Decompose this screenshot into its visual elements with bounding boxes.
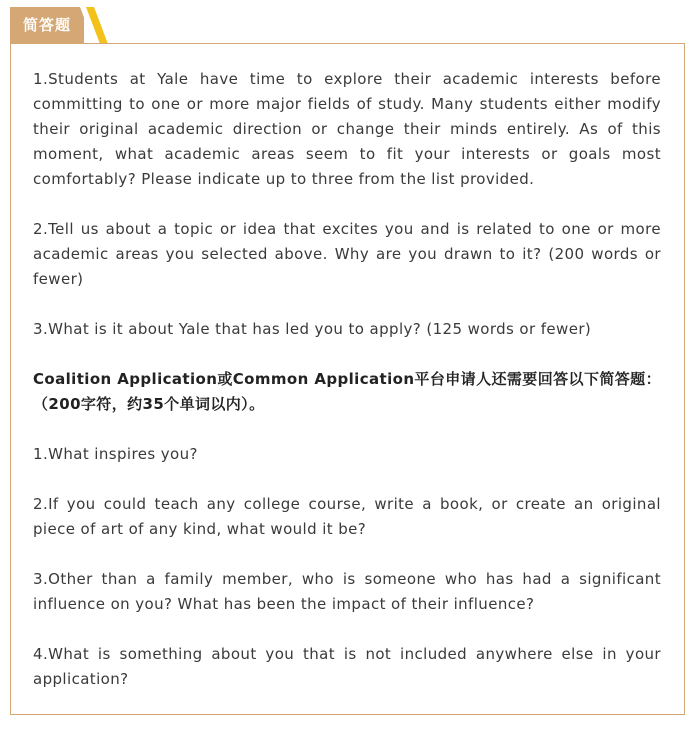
question-short-2: 2.If you could teach any college course, write a book, or create an original piece of art of any kind, what would it be? (33, 495, 661, 538)
section-title-tab (10, 7, 84, 44)
section-title: 简答题 (22, 16, 71, 34)
coalition-common-note: Coalition Application或Common Application平台申请人还需要回答以下简答题：（200字符，约35个单词以内）。 (33, 370, 661, 413)
question-yale-1: 1.Students at Yale have time to explore their academic interests before committing to one or more major fields of study. Many students either modify their original academic direction or change their minds entirely. As of this moment, what academic areas seem to fit your interests or goals most comfortably? Please indicate up to three from the list provided. (33, 70, 661, 188)
question-yale-3: 3.What is it about Yale that has led you to apply? (125 words or fewer) (33, 320, 592, 338)
question-short-4: 4.What is something about you that is not included anywhere else in your application? (33, 645, 661, 688)
question-yale-2: 2.Tell us about a topic or idea that excites you and is related to one or more academic areas you selected above. Why are you drawn to it? (200 words or fewer) (33, 220, 661, 288)
content-body (33, 67, 661, 717)
question-short-3: 3.Other than a family member, who is someone who has had a significant influence on you? What has been the impact of their influence? (33, 570, 661, 613)
question-short-1: 1.What inspires you? (33, 445, 198, 463)
decorative-stripe (80, 7, 108, 44)
